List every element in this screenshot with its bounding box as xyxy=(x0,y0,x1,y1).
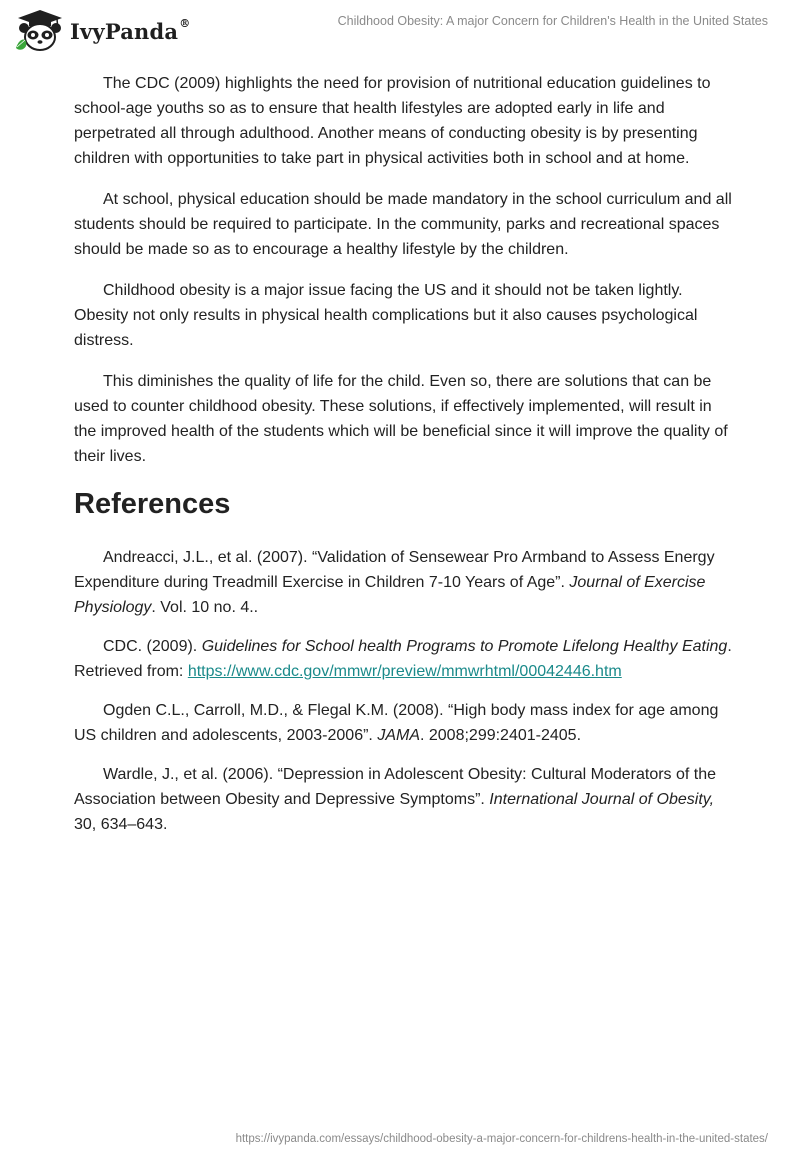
reference-source: JAMA xyxy=(377,727,420,744)
reference-text: CDC. (2009). xyxy=(103,638,202,655)
reference-text: Andreacci, J.L., et al. (2007). “Validation of Sensewear Pro Armband to Assess Energy Expenditure during Treadmill Exercise in Children 7-10 Years of Age”. xyxy=(74,549,715,591)
reference-text: . Retrieved from: xyxy=(74,638,732,680)
body-paragraph: This diminishes the quality of life for the child. Even so, there are solutions that can be used to counter childhood obesity. These solutions, if effectively implemented, will result in the improved health of the students which will be beneficial since it will improve the quality of their lives. xyxy=(74,373,728,465)
brand-name: IvyPanda® xyxy=(70,16,191,44)
source-url: https://ivypanda.com/essays/childhood-obesity-a-major-concern-for-childrens-health-in-the-united-states/ xyxy=(235,1133,768,1145)
reference-text: . 2008;299:2401-2405. xyxy=(419,727,582,744)
references-heading: References xyxy=(74,488,231,520)
reference-source: Journal of Exercise Physiology xyxy=(74,574,706,616)
reference-text: 30, 634–643. xyxy=(74,816,168,833)
reference-text: Wardle, J., et al. (2006). “Depression in Adolescent Obesity: Cultural Moderators of the Association between Obesity and Depressive Symptoms”. xyxy=(74,766,717,808)
brand-registered-mark: ® xyxy=(179,16,191,30)
reference-text: Ogden C.L., Carroll, M.D., & Flegal K.M. (2008). “High body mass index for age among US children and adolescents, 2003-2006”. xyxy=(74,702,719,744)
reference-item xyxy=(74,698,734,748)
reference-item xyxy=(74,762,734,837)
essay-body xyxy=(74,71,734,851)
reference-text: . Vol. 10 no. 4.. xyxy=(151,599,259,616)
reference-source: International Journal of Obesity, xyxy=(489,791,715,808)
brand-logo[interactable] xyxy=(14,8,190,52)
reference-item xyxy=(74,634,734,684)
reference-link[interactable]: https://www.cdc.gov/mmwr/preview/mmwrhtml/00042446.htm xyxy=(187,663,622,680)
document-title: Childhood Obesity: A major Concern for Children's Health in the United States xyxy=(337,14,768,28)
body-paragraph: Childhood obesity is a major issue facing the US and it should not be taken lightly. Obesity not only results in physical health complications but it also causes psychological distress. xyxy=(74,282,698,349)
reference-item xyxy=(74,545,734,620)
body-paragraph: At school, physical education should be made mandatory in the school curriculum and all students should be required to participate. In the community, parks and recreational spaces should be made so as to encourage a healthy lifestyle by the children. xyxy=(74,191,732,258)
body-paragraph: The CDC (2009) highlights the need for provision of nutritional education guidelines to school-age youths so as to ensure that health lifestyles are adopted early in life and perpetrated all through adulthood. Another means of conducting obesity is by presenting children with opportunities to take part in physical activities both in school and at home. xyxy=(74,75,711,167)
panda-graduate-icon xyxy=(14,8,64,52)
reference-source: Guidelines for School health Programs to Promote Lifelong Healthy Eating xyxy=(201,638,728,655)
page-header xyxy=(0,0,800,60)
